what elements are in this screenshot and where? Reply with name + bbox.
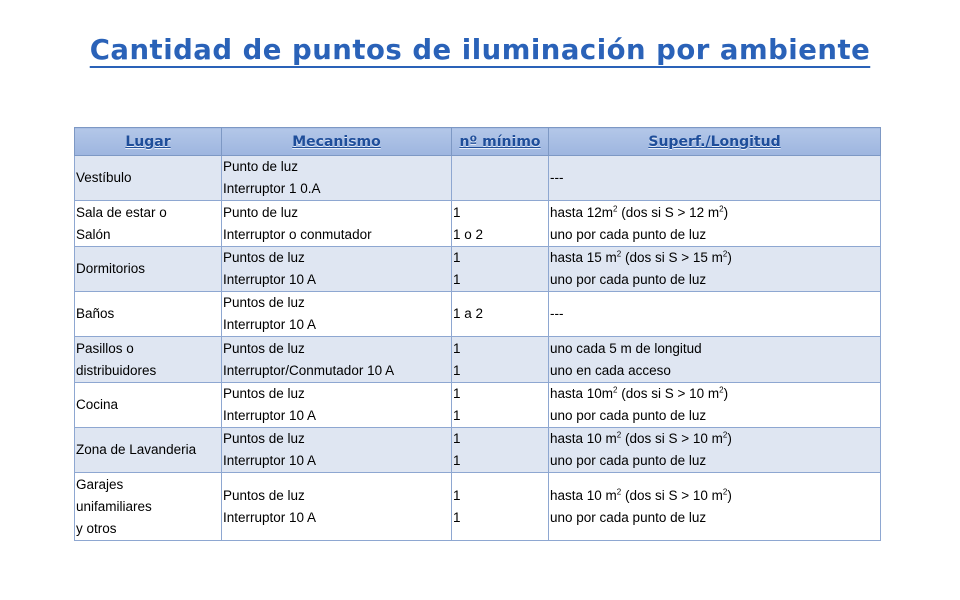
column-header-mecanismo: Mecanismo [222, 128, 452, 156]
table-row [75, 156, 881, 201]
page-title: Cantidad de puntos de iluminación por ambiente [89, 34, 871, 66]
cell-line: uno por cada punto de luz [550, 509, 707, 525]
cell-minimo [452, 201, 549, 247]
cell-line: --- [550, 306, 564, 321]
cell-superficie [549, 201, 881, 247]
cell-line: 1 [453, 272, 461, 287]
cell-lugar [75, 473, 222, 541]
cell-line: hasta $10m^2$ (dos si S > 10 $m^2$) [550, 385, 729, 401]
cell-line: 1 [453, 386, 461, 401]
table-row [75, 247, 881, 292]
table-row [75, 292, 881, 337]
cell-mecanismo [222, 337, 452, 383]
cell-minimo [452, 473, 549, 541]
cell-line: Interruptor 10 A [223, 317, 317, 332]
cell-mecanismo [222, 247, 452, 292]
cell-minimo [452, 156, 549, 201]
cell-line: 1 a 2 [453, 306, 484, 321]
table-row [75, 201, 881, 247]
cell-superficie [549, 337, 881, 383]
cell-line: Dormitorios [76, 261, 146, 276]
cell-line: 1 [453, 408, 461, 423]
cell-line: hasta 10 $m^2$ (dos si S > 10 $m^2$) [550, 430, 732, 446]
cell-line: uno en cada acceso [550, 362, 671, 378]
cell-line: Puntos de luz [223, 295, 305, 310]
table-row [75, 473, 881, 541]
column-header-minimo: nº mínimo [452, 128, 549, 156]
cell-line: Interruptor 10 A [223, 408, 317, 423]
cell-lugar [75, 383, 222, 428]
cell-line: 1 [453, 250, 461, 265]
cell-line: --- [550, 170, 564, 185]
cell-line: Punto de luz [223, 159, 299, 174]
cell-line: 1 [453, 509, 461, 525]
cell-lugar [75, 337, 222, 383]
cell-superficie [549, 473, 881, 541]
cell-minimo [452, 292, 549, 337]
cell-line: Salón [76, 226, 111, 242]
table-row [75, 383, 881, 428]
cell-line: Interruptor 10 A [223, 453, 317, 468]
cell-line: Interruptor 1 0.A [223, 181, 321, 196]
cell-line: uno por cada punto de luz [550, 453, 707, 468]
table-row [75, 337, 881, 383]
cell-superficie [549, 428, 881, 473]
cell-line: 1 [453, 487, 461, 503]
cell-line: y otros [76, 520, 117, 536]
cell-line: unifamiliares [76, 498, 152, 514]
cell-line: Interruptor 10 A [223, 509, 317, 525]
cell-line: Zona de Lavanderia [76, 442, 197, 457]
cell-line: Interruptor o conmutador [223, 226, 372, 242]
cell-minimo [452, 383, 549, 428]
cell-minimo [452, 428, 549, 473]
cell-line: Baños [76, 306, 115, 321]
cell-line: Interruptor/Conmutador 10 A [223, 362, 395, 378]
cell-superficie [549, 156, 881, 201]
column-header-lugar: Lugar [75, 128, 222, 156]
cell-line: Puntos de luz [223, 487, 305, 503]
cell-line: Puntos de luz [223, 386, 305, 401]
cell-lugar [75, 247, 222, 292]
lighting-points-table [74, 127, 881, 541]
cell-line: Puntos de luz [223, 250, 305, 265]
cell-lugar [75, 156, 222, 201]
cell-line: 1 [453, 453, 461, 468]
cell-line: hasta $12m^2$ (dos si S > 12 $m^2$) [550, 204, 729, 220]
cell-line: hasta 10 $m^2$ (dos si S > 10 $m^2$) [550, 487, 732, 503]
cell-line: 1 [453, 340, 461, 356]
cell-line: 1 [453, 204, 461, 220]
cell-mecanismo [222, 383, 452, 428]
cell-line: uno por cada punto de luz [550, 408, 707, 423]
cell-minimo [452, 247, 549, 292]
cell-line: Puntos de luz [223, 340, 305, 356]
cell-mecanismo [222, 473, 452, 541]
cell-line: 1 o 2 [453, 226, 484, 242]
cell-line: Punto de luz [223, 204, 299, 220]
cell-superficie [549, 247, 881, 292]
cell-minimo [452, 337, 549, 383]
table-body [75, 156, 881, 541]
cell-superficie [549, 292, 881, 337]
cell-lugar [75, 428, 222, 473]
cell-line: Puntos de luz [223, 431, 305, 446]
table-row [75, 428, 881, 473]
cell-superficie [549, 383, 881, 428]
cell-line: Sala de estar o [76, 204, 167, 220]
cell-line: Interruptor 10 A [223, 272, 317, 287]
cell-mecanismo [222, 201, 452, 247]
cell-line: Pasillos o [76, 340, 134, 356]
cell-line: Vestíbulo [76, 170, 132, 185]
cell-line: Cocina [76, 397, 119, 412]
cell-line: hasta 15 $m^2$ (dos si S > 15 $m^2$) [550, 249, 732, 265]
table-header-row [75, 128, 881, 156]
column-header-superficie: Superf./Longitud [549, 128, 881, 156]
cell-line: distribuidores [76, 362, 157, 378]
cell-lugar [75, 292, 222, 337]
cell-line: Garajes [76, 476, 124, 492]
cell-mecanismo [222, 156, 452, 201]
cell-line: uno por cada punto de luz [550, 226, 707, 242]
cell-mecanismo [222, 428, 452, 473]
cell-line: uno por cada punto de luz [550, 272, 707, 287]
cell-line: 1 [453, 362, 461, 378]
cell-mecanismo [222, 292, 452, 337]
cell-lugar [75, 201, 222, 247]
cell-line: 1 [453, 431, 461, 446]
cell-line: uno cada 5 m de longitud [550, 340, 702, 356]
